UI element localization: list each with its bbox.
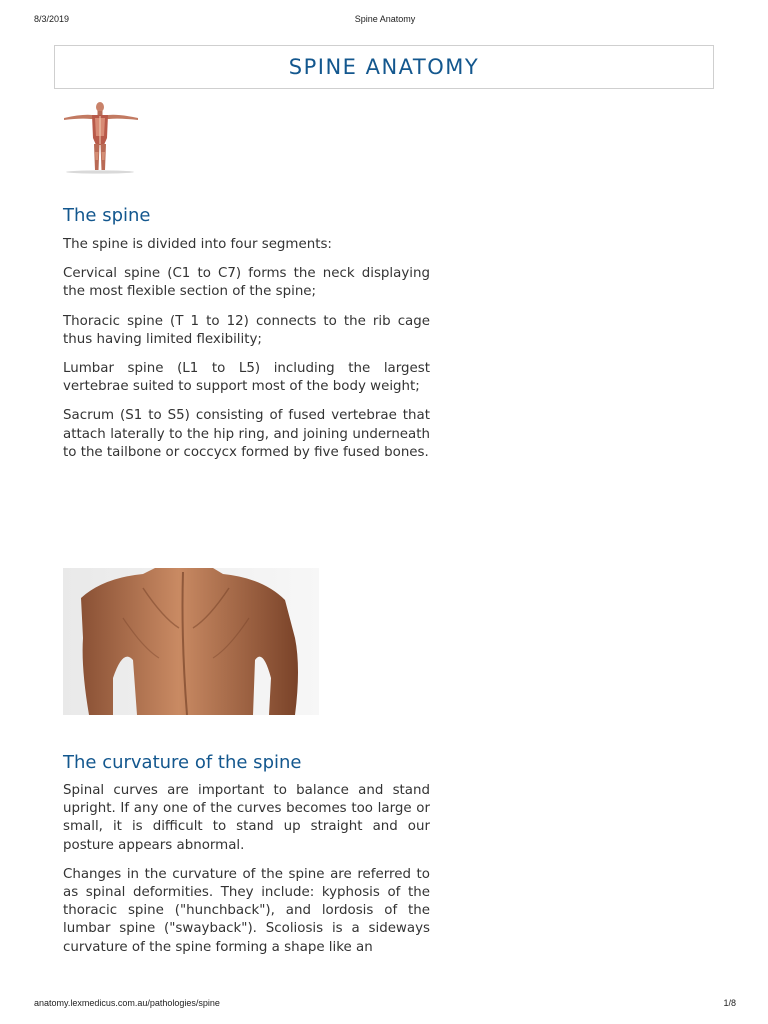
section-heading-curvature: The curvature of the spine [63, 752, 302, 773]
section-curvature-body [63, 782, 430, 968]
spine-intro-paragraph: The spine is divided into four segments: [63, 237, 332, 252]
print-date: 8/3/2019 [34, 14, 70, 24]
section-spine-body [63, 236, 430, 473]
back-photo-image [63, 568, 319, 715]
thoracic-paragraph: Thoracic spine (T 1 to 12) connects to the rib cage thus having limited flexibility; [63, 313, 430, 347]
print-header [34, 14, 736, 26]
deformities-paragraph: Changes in the curvature of the spine are referred to as spinal deformities. They include: kyphosis of the thoracic spine ("hunchback"), and lordosis of the lumbar spine ("swayback"). Scoliosis is a sideways curvature of the spine forming a shape like an [63, 866, 430, 955]
cervical-paragraph: Cervical spine (C1 to C7) forms the neck displaying the most flexible section of the spine; [63, 266, 430, 300]
source-url: anatomy.lexmedicus.com.au/pathologies/spine [34, 998, 220, 1008]
curves-paragraph: Spinal curves are important to balance and stand upright. If any one of the curves becomes too large or small, it is difficult to stand up straight and our posture appears abnormal. [63, 783, 430, 853]
print-footer [34, 998, 736, 1010]
page-number: 1/8 [723, 998, 736, 1008]
lumbar-paragraph: Lumbar spine (L1 to L5) including the largest vertebrae suited to support most of the body weight; [63, 361, 430, 395]
page-title: SPINE ANATOMY [288, 55, 480, 79]
section-heading-the-spine: The spine [63, 205, 151, 226]
title-banner [54, 45, 714, 89]
print-title: Spine Anatomy [354, 14, 416, 24]
anatomical-figure-image [62, 100, 142, 178]
sacrum-paragraph: Sacrum (S1 to S5) consisting of fused vertebrae that attach laterally to the hip ring, and joining underneath to the tailbone or coccycx formed by five fused bones. [63, 408, 430, 460]
